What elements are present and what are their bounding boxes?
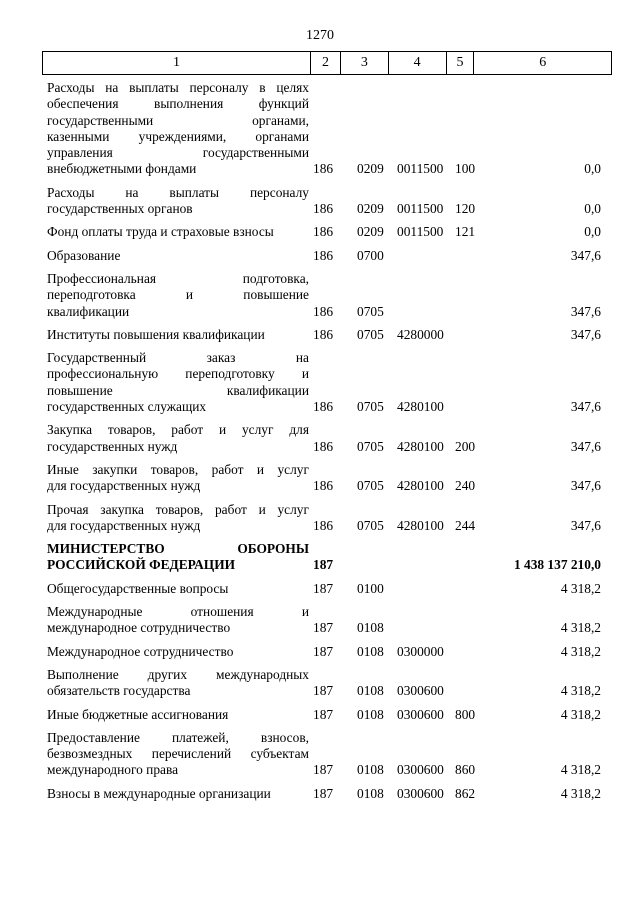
- row-name: [47, 185, 309, 218]
- header-col-3: 3: [340, 52, 388, 74]
- table-row: [47, 604, 601, 637]
- amount: 1 438 137 210,0: [513, 557, 601, 573]
- row-name-line: Предоставление платежей, взносов,: [47, 729, 309, 745]
- row-name-line: Международное сотрудничество: [47, 643, 234, 659]
- row-name-line: государственных органов: [47, 201, 193, 217]
- row-name-line: Взносы в международные организации: [47, 785, 271, 801]
- ministry-code: 186: [313, 224, 334, 240]
- section-code: 0209: [357, 201, 384, 217]
- row-name: [47, 422, 309, 455]
- section-code: 0705: [357, 326, 384, 342]
- target-code: 0011500: [397, 201, 444, 217]
- table-row: [47, 248, 601, 264]
- row-name-line: повышение квалификации: [47, 382, 309, 398]
- section-code: 0108: [357, 706, 384, 722]
- row-name-line: безвозмездных перечислений субъектам: [47, 746, 309, 762]
- section-code: 0209: [357, 161, 384, 177]
- table-row: [47, 502, 601, 535]
- target-code: 4280000: [397, 326, 444, 342]
- amount: 347,6: [570, 438, 601, 454]
- row-name: [47, 604, 309, 637]
- header-col-6: 6: [473, 52, 611, 74]
- row-name-line: внебюджетными фондами: [47, 161, 197, 177]
- header-col-4: 4: [388, 52, 446, 74]
- table-row: [47, 80, 601, 178]
- amount: 347,6: [570, 247, 601, 263]
- expense-type-code: 240: [455, 478, 476, 494]
- row-name: [47, 271, 309, 320]
- row-name-line: обязательств государства: [47, 683, 191, 699]
- row-name-line: МИНИСТЕРСТВО ОБОРОНЫ: [47, 541, 309, 557]
- target-code: 0011500: [397, 161, 444, 177]
- amount: 0,0: [584, 161, 601, 177]
- ministry-code: 187: [313, 580, 334, 596]
- row-name-line: Профессиональная подготовка,: [47, 270, 309, 286]
- table-row: [47, 541, 601, 574]
- section-code: 0209: [357, 224, 384, 240]
- section-code: 0705: [357, 438, 384, 454]
- table-row: [47, 581, 601, 597]
- ministry-code: 186: [313, 303, 334, 319]
- table-row: [47, 462, 601, 495]
- section-code: 0108: [357, 643, 384, 659]
- ministry-code: 187: [313, 706, 334, 722]
- row-name: [47, 786, 309, 802]
- row-name-line: Закупка товаров, работ и услуг для: [47, 422, 309, 438]
- header-col-5: 5: [446, 52, 474, 74]
- row-name-line: Фонд оплаты труда и страховые взносы: [47, 224, 274, 240]
- row-name-line: обеспечения выполнения функций: [47, 96, 309, 112]
- expense-type-code: 121: [455, 224, 476, 240]
- row-name-line: государственных нужд: [47, 438, 178, 454]
- ministry-code: 186: [313, 247, 334, 263]
- expense-type-code: 100: [455, 161, 476, 177]
- section-code: 0100: [357, 580, 384, 596]
- amount: 0,0: [584, 224, 601, 240]
- section-code: 0108: [357, 762, 384, 778]
- row-name: [47, 462, 309, 495]
- amount: 4 318,2: [560, 643, 601, 659]
- row-name-line: Прочая закупка товаров, работ и услуг: [47, 501, 309, 517]
- row-name-line: Государственный заказ на: [47, 350, 309, 366]
- expense-type-code: 862: [455, 785, 476, 801]
- section-code: 0705: [357, 399, 384, 415]
- ministry-code: 186: [313, 478, 334, 494]
- amount: 347,6: [570, 478, 601, 494]
- ministry-code: 187: [313, 620, 334, 636]
- row-name-line: международное сотрудничество: [47, 620, 231, 636]
- row-name: [47, 667, 309, 700]
- row-name-line: государственных служащих: [47, 399, 207, 415]
- table-row: [47, 644, 601, 660]
- ministry-code: 186: [313, 161, 334, 177]
- amount: 4 318,2: [560, 785, 601, 801]
- row-name-line: Расходы на выплаты персоналу: [47, 184, 309, 200]
- ministry-code: 186: [313, 517, 334, 533]
- amount: 0,0: [584, 201, 601, 217]
- row-name-line: казенными учреждениями, органами: [47, 128, 309, 144]
- row-name-line: Выполнение других международных: [47, 666, 309, 682]
- row-name-line: Иные бюджетные ассигнования: [47, 706, 229, 722]
- row-name: [47, 80, 309, 178]
- row-name-line: Образование: [47, 247, 121, 263]
- row-name-line: квалификации: [47, 303, 130, 319]
- ministry-code: 187: [313, 683, 334, 699]
- row-name-line: Международные отношения и: [47, 604, 309, 620]
- ministry-code: 187: [313, 785, 334, 801]
- expense-type-code: 800: [455, 706, 476, 722]
- ministry-code: 187: [313, 557, 334, 573]
- table-row: [47, 667, 601, 700]
- table-row: [47, 185, 601, 218]
- amount: 4 318,2: [560, 580, 601, 596]
- row-name-line: Институты повышения квалификации: [47, 326, 265, 342]
- amount: 4 318,2: [560, 706, 601, 722]
- ministry-code: 186: [313, 399, 334, 415]
- ministry-code: 187: [313, 643, 334, 659]
- target-code: 0300600: [397, 706, 444, 722]
- expense-type-code: 860: [455, 762, 476, 778]
- section-code: 0108: [357, 785, 384, 801]
- row-name: [47, 224, 309, 240]
- amount: 347,6: [570, 303, 601, 319]
- row-name: [47, 502, 309, 535]
- row-name-line: для государственных нужд: [47, 517, 201, 533]
- target-code: 4280100: [397, 517, 444, 533]
- ministry-code: 186: [313, 201, 334, 217]
- header-col-2: 2: [310, 52, 340, 74]
- target-code: 0011500: [397, 224, 444, 240]
- table-row: [47, 350, 601, 415]
- table-row: [47, 422, 601, 455]
- table-row: [47, 327, 601, 343]
- table-row: [47, 707, 601, 723]
- expense-type-code: 120: [455, 201, 476, 217]
- row-name: [47, 707, 309, 723]
- page-number: 1270: [306, 28, 334, 43]
- row-name: [47, 644, 309, 660]
- row-name-line: для государственных нужд: [47, 478, 201, 494]
- row-name-line: РОССИЙСКОЙ ФЕДЕРАЦИИ: [47, 557, 236, 573]
- amount: 347,6: [570, 517, 601, 533]
- amount: 4 318,2: [560, 683, 601, 699]
- target-code: 4280100: [397, 438, 444, 454]
- row-name: [47, 350, 309, 415]
- table-row: [47, 786, 601, 802]
- row-name-line: профессиональную переподготовку и: [47, 366, 309, 382]
- table-row: [47, 730, 601, 779]
- amount: 347,6: [570, 399, 601, 415]
- ministry-code: 186: [313, 438, 334, 454]
- section-code: 0108: [357, 683, 384, 699]
- target-code: 0300600: [397, 683, 444, 699]
- section-code: 0108: [357, 620, 384, 636]
- target-code: 0300000: [397, 643, 444, 659]
- row-name: [47, 327, 309, 343]
- row-name-line: управления государственными: [47, 145, 309, 161]
- row-name-line: международного права: [47, 762, 179, 778]
- section-code: 0705: [357, 478, 384, 494]
- table-row: [47, 271, 601, 320]
- row-name: [47, 248, 309, 264]
- row-name: [47, 581, 309, 597]
- row-name-line: Общегосударственные вопросы: [47, 580, 229, 596]
- target-code: 0300600: [397, 762, 444, 778]
- amount: 347,6: [570, 326, 601, 342]
- table-body: [47, 80, 601, 809]
- section-code: 0705: [357, 517, 384, 533]
- target-code: 4280100: [397, 478, 444, 494]
- section-code: 0700: [357, 247, 384, 263]
- table-row: [47, 224, 601, 240]
- expense-type-code: 200: [455, 438, 476, 454]
- row-name-line: Иные закупки товаров, работ и услуг: [47, 461, 309, 477]
- row-name: [47, 541, 309, 574]
- ministry-code: 187: [313, 762, 334, 778]
- row-name-line: государственными органами,: [47, 112, 309, 128]
- row-name: [47, 730, 309, 779]
- section-code: 0705: [357, 303, 384, 319]
- row-name-line: переподготовка и повышение: [47, 287, 309, 303]
- amount: 4 318,2: [560, 620, 601, 636]
- row-name-line: Расходы на выплаты персоналу в целях: [47, 80, 309, 95]
- table-header: [42, 51, 612, 75]
- amount: 4 318,2: [560, 762, 601, 778]
- ministry-code: 186: [313, 326, 334, 342]
- expense-type-code: 244: [455, 517, 476, 533]
- target-code: 4280100: [397, 399, 444, 415]
- target-code: 0300600: [397, 785, 444, 801]
- header-col-1: 1: [173, 55, 181, 70]
